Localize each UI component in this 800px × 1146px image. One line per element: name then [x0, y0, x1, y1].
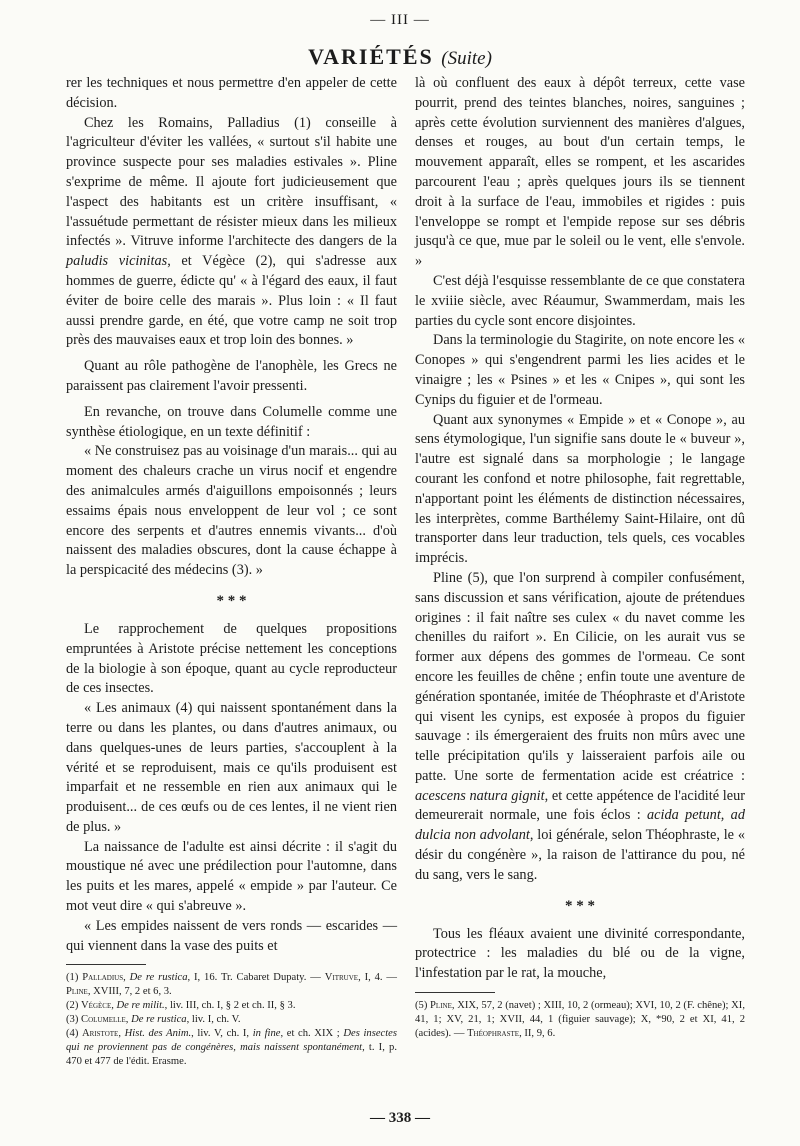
- footnote-1: (1) Palladius, De re rustica, I, 16. Tr. Cabaret Dupaty. — Vitruve, I, 4. — Pline, XVIII, 7, 2 et 6, 3.: [66, 972, 397, 998]
- footnote-2: (2) Végèce, De re milit., liv. III, ch. I, § 2 et ch. II, § 3.: [66, 1000, 296, 1012]
- section-title: [0, 44, 800, 70]
- left-paragraph-8: La naissance de l'adulte est ainsi décrite : il s'agit du moustique né avec une prédilection pour l'automne, dans les puits et les mares, appelé « empide » par l'auteur. Ce mot veut dire « qui s'abreuve ».: [66, 838, 397, 915]
- right-paragraph-3: Dans la terminologie du Stagirite, on note encore les « Conopes » qui s'engendrent parmi les lies acides et le vinaigre ; les « Psines » et les « Cnipes », qui sont les Cynips du figuier et de l'ormeau.: [415, 332, 745, 408]
- footnote-4: (4) Aristote, Hist. des Anim., liv. V, ch. I, in fine, et ch. XIX ; Des insectes qui ne proviennent pas de congénères, mais naissent spontanément, t. I, p. 470 et 477 de l'édit. Erasme.: [66, 1028, 398, 1068]
- right-footnotes: [415, 999, 745, 1041]
- title-suite: (Suite): [441, 48, 492, 69]
- left-column: [66, 74, 397, 1069]
- left-paragraph-2: [66, 114, 397, 352]
- right-p5-italic-2: acida petunt, ad dulcia non advolant: [415, 807, 745, 844]
- left-p2-italic: paludis vicinitas: [66, 253, 168, 270]
- right-p5-mid: , et cette appétence de l'acidité leur demeurerait normale, une fois éclos :: [415, 787, 745, 824]
- left-p2-end: , et Végèce (2), qui s'adresse aux hommes de guerre, édicte qu' « à l'égard des eaux, il faut éviter de boire celle des marais ». Plus loin : « Il faut aussi prendre garde, en été, que votre camp ne soit trop près des mauvaises eaux et trop loin des bonnes. »: [66, 253, 397, 349]
- left-paragraph-4: En revanche, on trouve dans Columelle comme une synthèse étiologique, en un texte définitif :: [66, 403, 397, 440]
- right-paragraph-4: Quant aux synonymes « Empide » et « Conope », au sens étymologique, l'un signifie sans doute le « buveur », l'autre est signalé dans sa morphologie ; le langage courant les confond et notre philosophe, fait regrettable, n'apportant point les éléments de distinction nécessaires, les interprètes, comme Barthélemy Saint-Hilaire, ont dû transporter dans leur traduction, tels quels, ces vocables imprécis.: [415, 411, 745, 567]
- page-number: — 338 —: [370, 1110, 430, 1126]
- footnote-3: (3) Columelle, De re rustica, liv. I, ch. V.: [66, 1014, 241, 1026]
- left-paragraph-3: Quant au rôle pathogène de l'anophèle, les Grecs ne paraissent pas clairement l'avoir pressenti.: [66, 358, 397, 394]
- left-paragraph-6: Le rapprochement de quelques propositions empruntées à Aristote précise nettement les conceptions de la biologie à son époque, quant au cycle reproducteur de ces insectes.: [66, 620, 397, 697]
- footnote-rule-right: [415, 992, 495, 993]
- right-p5-end: , loi générale, selon Théophraste, le « désir du congénère », la raison de l'attirance du pou, né du sang, vers le sang.: [415, 827, 745, 883]
- left-paragraph-9: « Les empides naissent de vers ronds — escarides — qui viennent dans la vase des puits et: [66, 917, 397, 954]
- right-paragraph-1: là où confluent des eaux à dépôt terreux, cette vase pourrit, prend des teintes blanches, noires, sanguines ; après cette évolution surviennent des manières d'algues, denses et rouges, au bout d'un certain temps, le mouvement apparaît, elles se rompent, et les ascarides parcourent l'eau ; après quelques jours ils se tiennent droit à la surface de l'eau, immobiles et rigides : puis l'enveloppe se rompt et l'empide repose sur ses débris jusqu'à ce que, mue par le soleil ou le vent, elle s'envole. »: [415, 75, 745, 270]
- footnote-5: (5) Pline, XIX, 57, 2 (navet) ; XIII, 10, 2 (ormeau); XVI, 10, 2 (F. chêne); XI, 41, 1; XV, 21, 1; XVII, 44, 1 (figuier sauvage); X, *90, 2 et XI, 41, 2 (acides). — Théophraste, II, 9, 6.: [415, 1000, 745, 1040]
- left-paragraph-7: « Les animaux (4) qui naissent spontanément dans la terre ou dans les plantes, ou dans d'autres animaux, ou dans quelques-unes de leurs parties, s'accouplent à la vérité et se reproduisent, mais ce qu'ils produisent est imparfait et ne ressemble en rien aux animaux qui le produisent... de ces œufs ou de ces lentes, il ne vient rien de plus. »: [66, 700, 397, 835]
- left-p2-text: Chez les Romains, Palladius (1) conseille à l'agriculteur d'éviter les vallées, « surtout s'il habite une province suspecte pour ses maladies estivales ». Pline s'exprime de même. Il ajoute fort judicieusement que l'aspect des habitants est un critère insuffisant, « l'assuétude permettant de résister mieux dans les milieux infectés ». Vitruve informe l'architecte des dangers de la: [66, 114, 397, 250]
- left-footnotes: [66, 971, 397, 1069]
- left-paragraph-1: rer les techniques et nous permettre d'en appeler de cette décision.: [66, 75, 397, 111]
- right-paragraph-5: [415, 569, 745, 886]
- title-text: VARIÉTÉS: [308, 44, 434, 69]
- footnote-rule: [66, 964, 146, 965]
- section-separator-stars-right: * * *: [565, 897, 595, 914]
- right-paragraph-2: C'est déjà l'esquisse ressemblante de ce que constatera le xviiie siècle, avec Réaumur, Swammerdam, mais les parties du cycle sont encore disjointes.: [415, 272, 745, 329]
- right-paragraph-6: Tous les fléaux avaient une divinité correspondante, protectrice : les maladies du blé ou de la vigne, l'infestation par le rat, la mouche,: [415, 925, 745, 982]
- right-p5-text: Pline (5), que l'on surprend à compiler confusément, sans discussion et sans vérification, ajoute de prétendues origines : il fait naître ses culex « du navet comme les chenilles du raifort ». En Cilicie, on les aurait vus se former aux dépens des gommes de l'ormeau. Ce sont encore les feuilles de chêne ; enfin toute une aventure de génération spontanée, imitée de Théophraste et d'Aristote qui visent les cynips, est exposée à propos du figuier sauvage : ils émergeraient des fruits non mûrs avec une telle précipitation qu'ils y laisseraient parfois aile ou patte. Une sorte de fermentation acide est créatrice :: [415, 569, 745, 784]
- right-p5-italic-1: acescens natura gignit: [415, 787, 545, 804]
- left-paragraph-5: « Ne construisez pas au voisinage d'un marais... qui au moment des chaleurs crache un virus nocif et engendre des animalcules armés d'aiguillons empoisonnés ; leurs essaims épais nous enveloppent de leur vol ; ce sont encore des serpents et d'autres ennemis vivants... d'où naissent des maladies obscures, dont la cause échappe à la perspicacité des médecins (3). »: [66, 443, 397, 579]
- section-separator-stars: * * *: [216, 592, 247, 609]
- page-header-roman: — III —: [370, 12, 430, 28]
- right-column: [415, 74, 745, 1041]
